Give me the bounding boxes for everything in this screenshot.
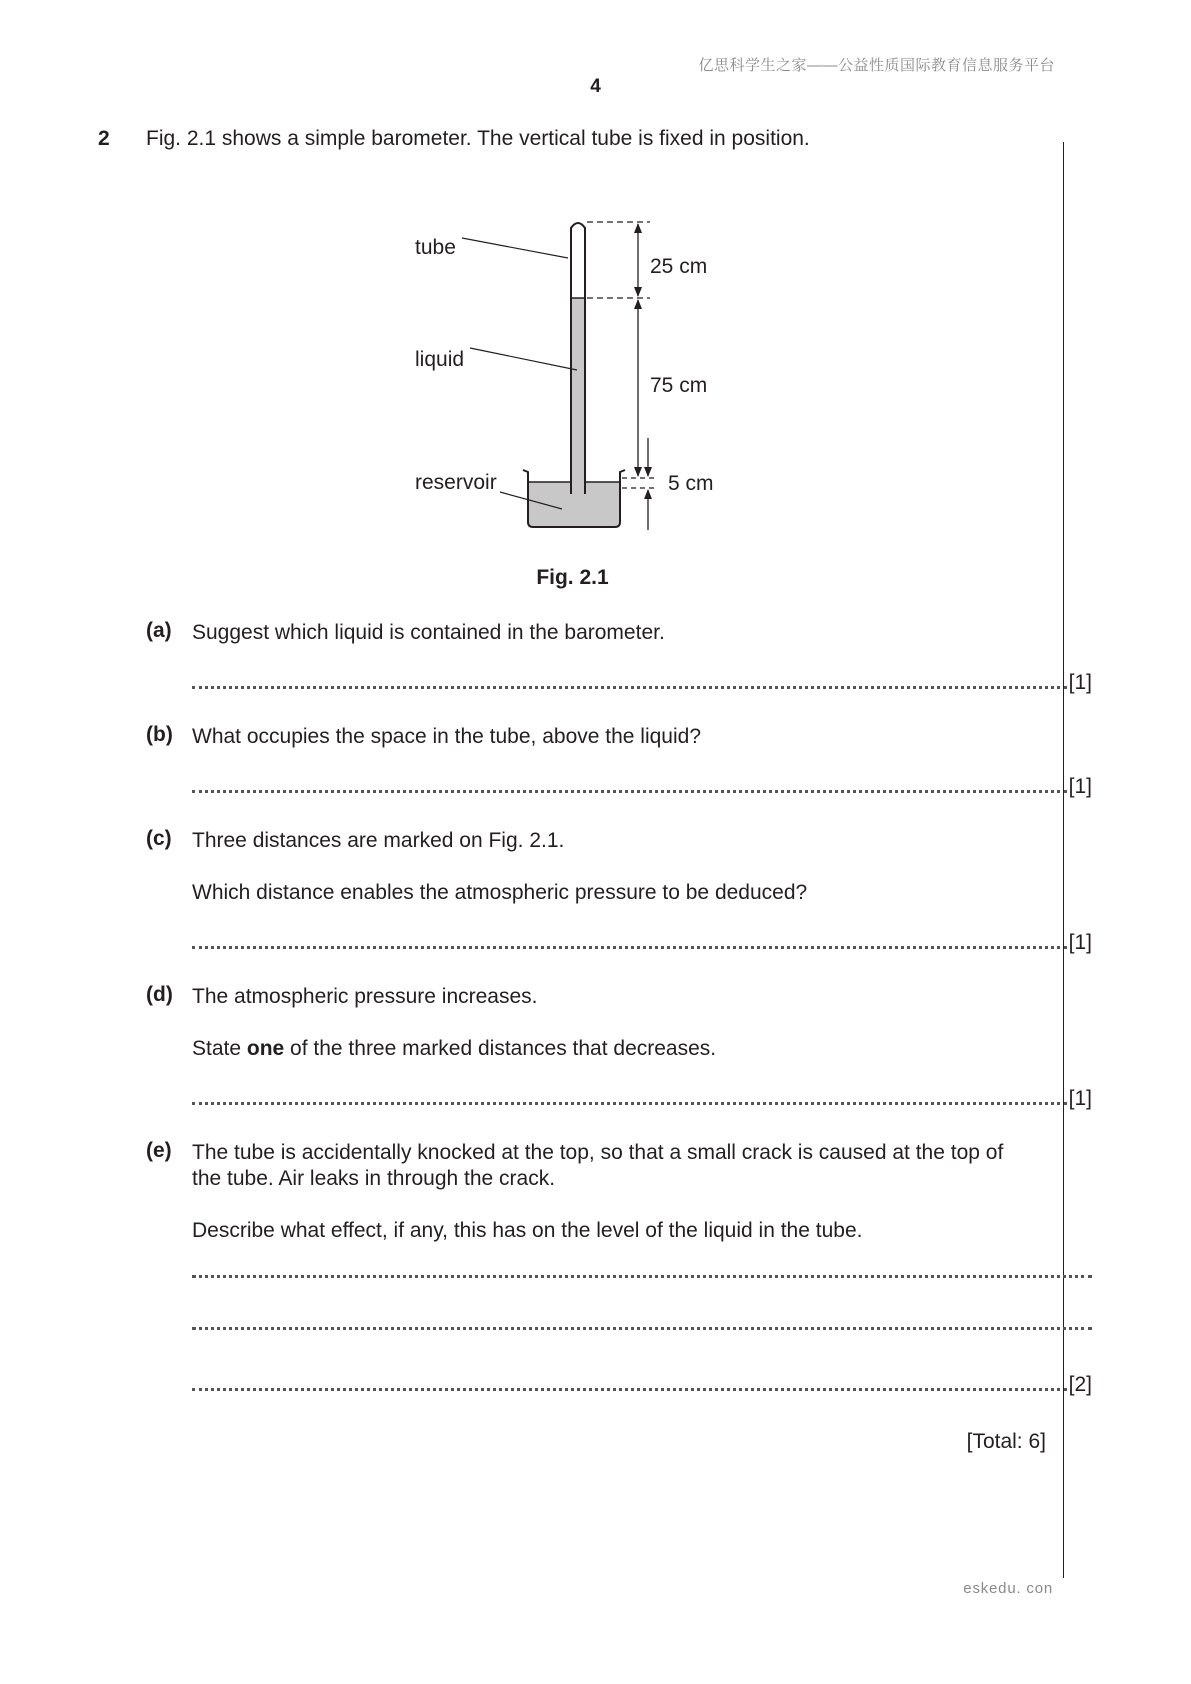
mark-allocation: [1] <box>1068 931 1092 954</box>
part-question-text: Suggest which liquid is contained in the barometer. <box>192 621 665 644</box>
mark-allocation: [1] <box>1068 671 1092 694</box>
label-tube: tube <box>415 236 456 259</box>
part-label: (a) <box>146 619 172 642</box>
part-question-text-2: State one of the three marked distances that decreases. <box>192 1037 717 1060</box>
answer-line-a[interactable] <box>192 671 1092 695</box>
measure-25cm: 25 cm <box>650 255 708 278</box>
part-question-text: Three distances are marked on Fig. 2.1. <box>192 829 565 852</box>
question-number: 2 <box>98 127 110 150</box>
answer-line-c[interactable] <box>192 931 1092 955</box>
mark-allocation: [2] <box>1068 1373 1092 1396</box>
part-question-text: What occupies the space in the tube, above the liquid? <box>192 725 702 748</box>
part-question-text-2: Which distance enables the atmospheric pressure to be deduced? <box>192 881 808 904</box>
measure-5cm: 5 cm <box>668 472 714 495</box>
part-question-text-line2: the tube. Air leaks in through the crack. <box>192 1167 556 1190</box>
part-label: (d) <box>146 983 173 1006</box>
question-intro: Fig. 2.1 shows a simple barometer. The vertical tube is fixed in position. <box>146 127 810 150</box>
answer-line-e-2[interactable] <box>192 1323 1092 1333</box>
answer-line-d[interactable] <box>192 1087 1092 1111</box>
measure-75cm: 75 cm <box>650 374 708 397</box>
answer-line-b[interactable] <box>192 775 1092 799</box>
barometer-diagram <box>410 220 740 540</box>
footer-watermark-text: eskedu. con <box>963 1580 1053 1597</box>
mark-allocation: [1] <box>1068 1087 1092 1110</box>
label-reservoir: reservoir <box>415 471 497 494</box>
part-label: (e) <box>146 1139 172 1162</box>
part-label: (b) <box>146 723 173 746</box>
figure-caption: Fig. 2.1 <box>536 566 609 589</box>
right-margin-line <box>1063 142 1064 1578</box>
label-liquid: liquid <box>415 348 465 371</box>
header-watermark-text: 亿思科学生之家——公益性质国际教育信息服务平台 <box>698 57 1055 74</box>
answer-line-e-3[interactable] <box>192 1373 1092 1397</box>
part-label: (c) <box>146 827 172 850</box>
page-number: 4 <box>590 76 601 97</box>
part-question-text: The atmospheric pressure increases. <box>192 985 538 1008</box>
tube-liquid-column <box>571 298 585 484</box>
reservoir-liquid <box>528 482 620 527</box>
part-question-text-2: Describe what effect, if any, this has on the level of the liquid in the tube. <box>192 1219 863 1242</box>
part-question-text: The tube is accidentally knocked at the top, so that a small crack is caused at the top of <box>192 1141 1004 1164</box>
answer-line-e-1[interactable] <box>192 1271 1092 1281</box>
mark-allocation: [1] <box>1068 775 1092 798</box>
total-marks: [Total: 6] <box>966 1430 1046 1453</box>
